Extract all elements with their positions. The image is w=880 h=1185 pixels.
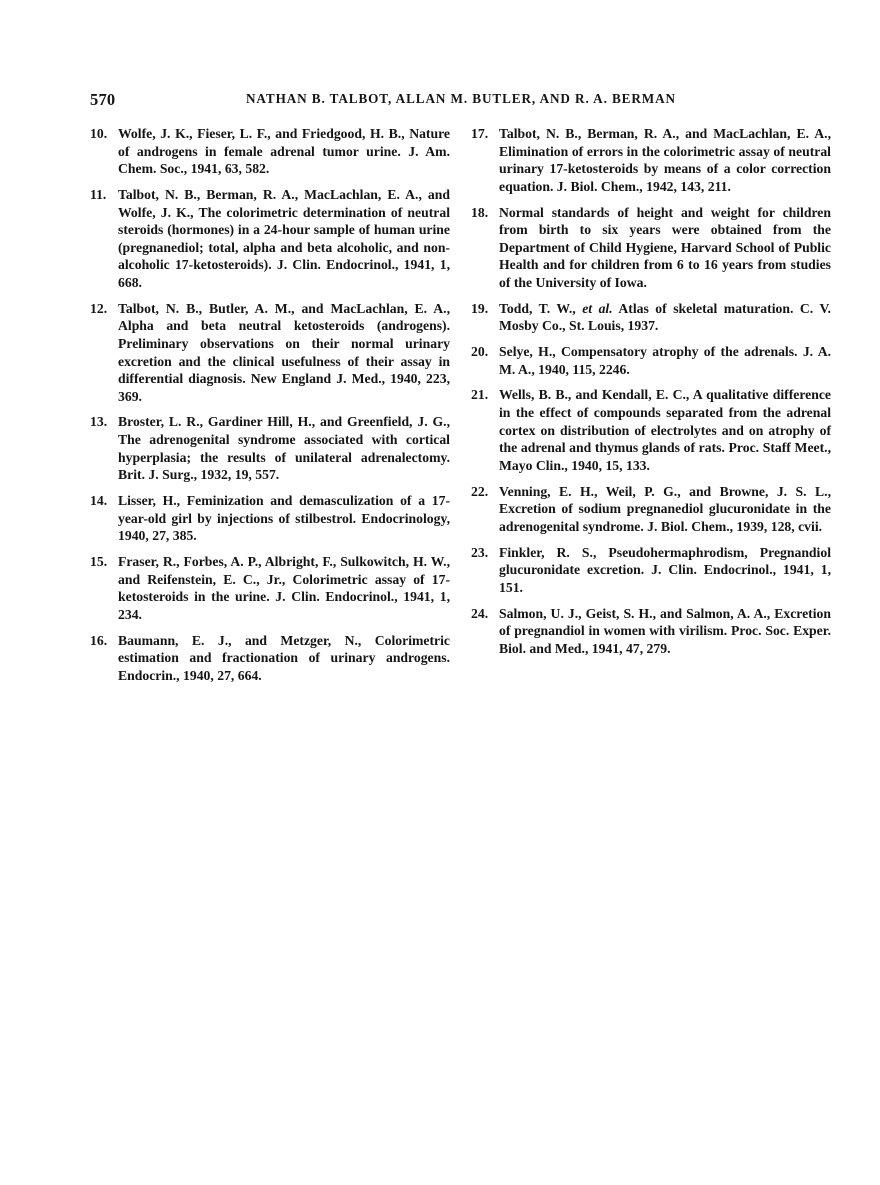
reference-text-end: Atlas of skeletal maturation. C. V. Mosby Co., St. Louis, 1937. — [499, 300, 831, 334]
reference-number: 12. — [90, 300, 108, 316]
reference-number: 23. — [471, 544, 489, 560]
references-left-column — [90, 125, 450, 693]
reference-number: 13. — [90, 414, 108, 430]
reference-number: 15. — [90, 554, 108, 569]
reference-text: Baumann, E. J., and Metzger, N., Colorimetric estimation and fractionation of urinary androgens. Endocrin., 1940, 27, 664. — [118, 632, 450, 683]
reference-text: Talbot, N. B., Butler, A. M., and MacLachlan, E. A., Alpha and beta neutral ketosteroids (androgens). Preliminary observations on their normal urinary excretion and the clinical usefulness of their assay in differential diagnosis. New England J. Med., 1940, 223, 369. — [118, 300, 450, 404]
reference-14 — [90, 492, 450, 545]
reference-20 — [471, 343, 831, 378]
reference-15 — [90, 553, 450, 623]
reference-text: Normal standards of height and weight for children from birth to six years were obtained from the Department of Child Hygiene, Harvard School of Public Health and for children from 6 to 16 years from studies of the University of Iowa. — [499, 204, 831, 290]
reference-text: Talbot, N. B., Berman, R. A., and MacLachlan, E. A., Elimination of errors in the colorimetric assay of neutral urinary 17-ketosteroids by means of a color correction equation. J. Biol. Chem., 1942, 143, 211. — [499, 126, 831, 194]
reference-23 — [471, 544, 831, 597]
reference-number: 17. — [471, 126, 489, 141]
reference-number: 14. — [90, 493, 108, 509]
reference-number: 22. — [471, 483, 489, 499]
reference-number: 24. — [471, 605, 489, 621]
reference-text: Talbot, N. B., Berman, R. A., MacLachlan, E. A., and Wolfe, J. K., The colorimetric determination of neutral steroids (hormones) in a 24-hour sample of human urine (pregnanediol; total, alpha and beta alcoholic, and non-alcoholic 17-ketosteroids). J. Clin. Endocrinol., 1941, 1, 668. — [118, 186, 450, 290]
reference-text-italic: et al. — [582, 300, 613, 316]
reference-number: 11. — [90, 186, 107, 202]
reference-16 — [90, 632, 450, 685]
reference-text: Venning, E. H., Weil, P. G., and Browne, J. S. L., Excretion of sodium pregnanediol glucuronidate in the adrenogenital syndrome. J. Biol. Chem., 1939, 128, cvii. — [499, 483, 831, 534]
reference-number: 16. — [90, 632, 108, 648]
references-right-column — [471, 125, 831, 666]
reference-text — [499, 300, 831, 335]
reference-number: 10. — [90, 126, 108, 141]
reference-text: Salmon, U. J., Geist, S. H., and Salmon, A. A., Excretion of pregnandiol in women with virilism. Proc. Soc. Exper. Biol. and Med., 1941, 47, 279. — [499, 605, 831, 656]
running-head: NATHAN B. TALBOT, ALLAN M. BUTLER, AND R. A. BERMAN — [246, 91, 676, 106]
reference-text-start: Todd, T. W., — [499, 300, 583, 316]
reference-18 — [471, 204, 831, 292]
reference-21 — [471, 386, 831, 474]
reference-10 — [90, 125, 450, 178]
reference-22 — [471, 483, 831, 536]
reference-text: Lisser, H., Feminization and demasculization of a 17-year-old girl by injections of stilbestrol. Endocrinology, 1940, 27, 385. — [118, 493, 450, 544]
reference-text: Wolfe, J. K., Fieser, L. F., and Friedgood, H. B., Nature of androgens in female adrenal tumor urine. J. Am. Chem. Soc., 1941, 63, 582. — [118, 126, 450, 177]
reference-text: Fraser, R., Forbes, A. P., Albright, F., Sulkowitch, H. W., and Reifenstein, E. C., Jr., Colorimetric assay of 17-ketosteroids in the urine. J. Clin. Endocrinol., 1941, 1, 234. — [118, 554, 450, 622]
reference-number: 20. — [471, 344, 489, 360]
reference-19 — [471, 300, 831, 335]
reference-number: 18. — [471, 204, 489, 220]
reference-13 — [90, 413, 450, 483]
page-number: 570 — [90, 90, 116, 109]
reference-text: Finkler, R. S., Pseudohermaphrodism, Pregnandiol glucuronidate excretion. J. Clin. Endocrinol., 1941, 1, 151. — [499, 544, 831, 595]
reference-12 — [90, 300, 450, 406]
reference-17 — [471, 125, 831, 195]
reference-text: Selye, H., Compensatory atrophy of the adrenals. J. A. M. A., 1940, 115, 2246. — [499, 344, 831, 377]
reference-text: Broster, L. R., Gardiner Hill, H., and Greenfield, J. G., The adrenogenital syndrome associated with cortical hyperplasia; the results of unilateral adrenalectomy. Brit. J. Surg., 1932, 19, 557. — [118, 414, 450, 483]
reference-24 — [471, 605, 831, 658]
reference-number: 19. — [471, 300, 489, 316]
reference-text: Wells, B. B., and Kendall, E. C., A qualitative difference in the effect of compounds separated from the adrenal cortex on distribution of electrolytes and on atrophy of the adrenal and thymus glands of rats. Proc. Staff Meet., Mayo Clin., 1940, 15, 133. — [499, 387, 831, 473]
reference-number: 21. — [471, 387, 489, 403]
reference-11 — [90, 186, 450, 292]
